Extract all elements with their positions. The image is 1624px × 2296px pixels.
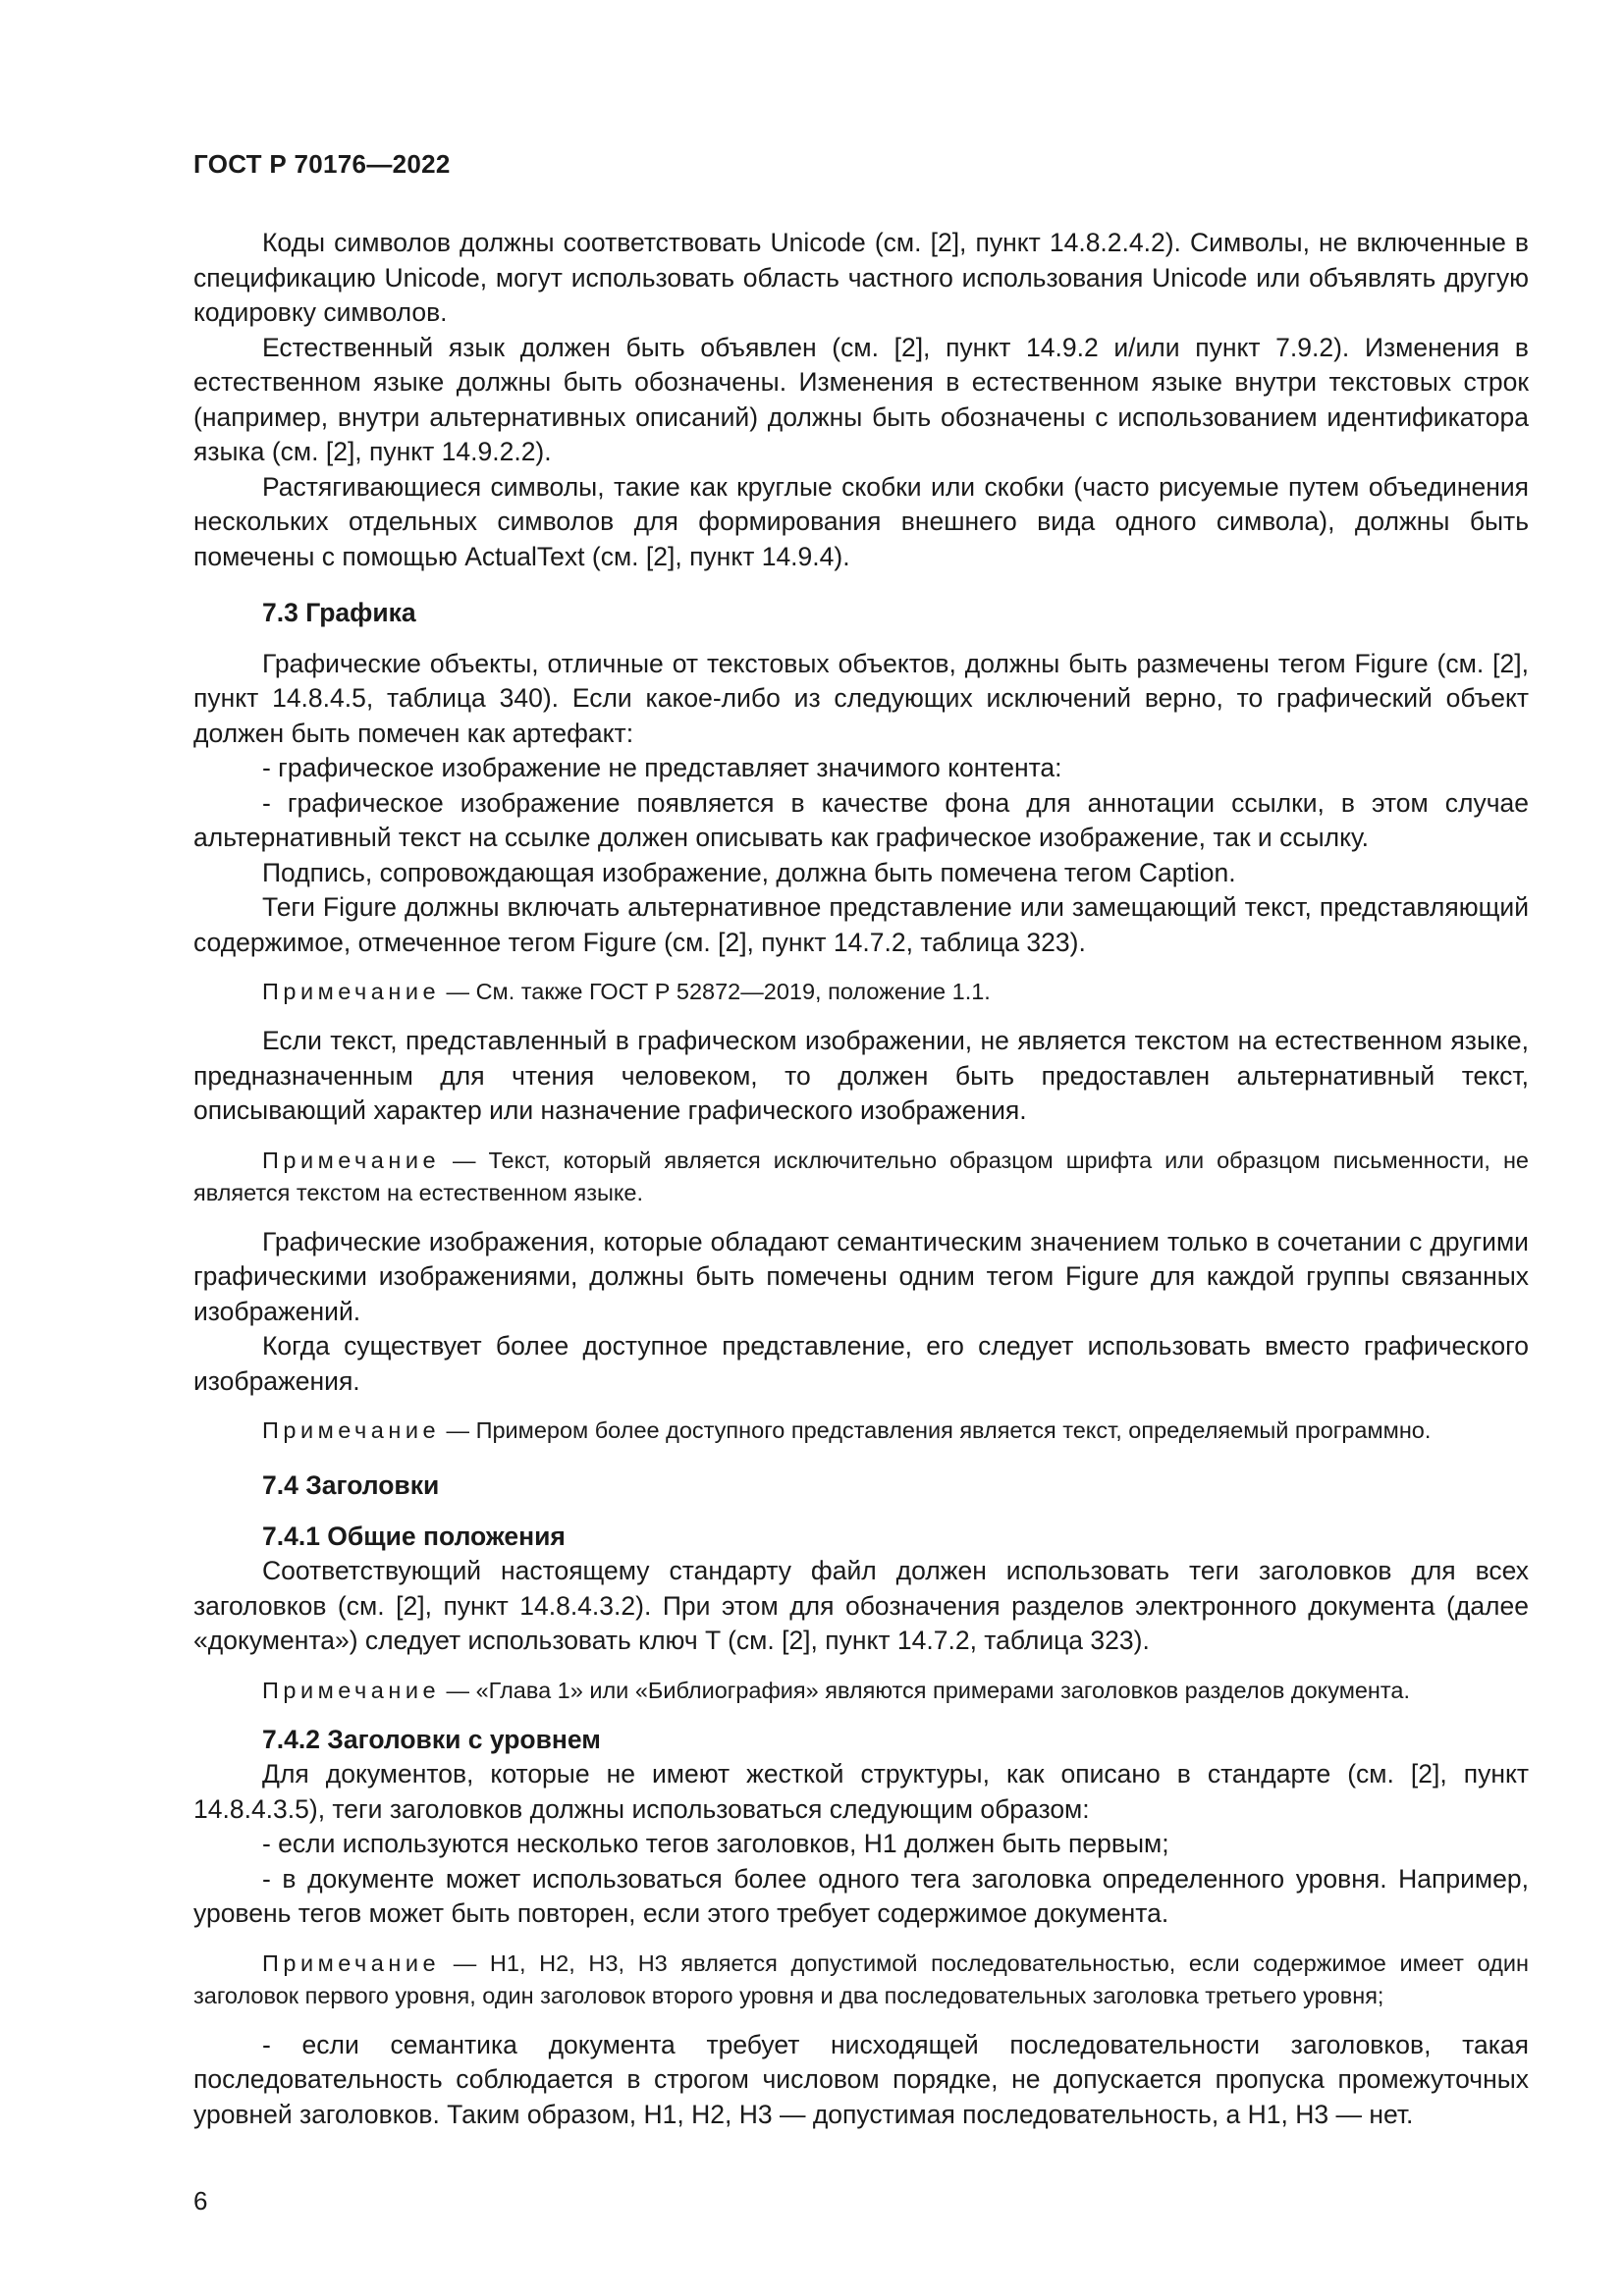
- note-text: — Текст, который является исключительно образцом шрифта или образцом письменности, не является текстом на естественном языке.: [193, 1147, 1529, 1205]
- note-text: — Примером более доступного представления является текст, определяемый программно.: [440, 1417, 1432, 1443]
- paragraph-accessible-alternative: Когда существует более доступное представление, его следует использовать вместо графического изображения.: [193, 1331, 1529, 1396]
- paragraph-heading-tags: Соответствующий настоящему стандарту файл должен использовать теги заголовков для всех заголовков (см. [2], пункт 14.8.4.3.2). При этом для обозначения разделов электронного документа (далее «документа») следует использовать ключ T (см. [2], пункт 14.7.2, таблица 323).: [193, 1556, 1529, 1655]
- note-label: Примечание: [262, 1147, 441, 1173]
- note-label: Примечание: [262, 1949, 441, 1976]
- paragraph-grouped-images: Графические изображения, которые обладают семантическим значением только в сочетании с другими графическими изображениями, должны быть помечены одним тегом Figure для каждой группы связанных изображений.: [193, 1226, 1529, 1326]
- list-item-link-background: - графическое изображение появляется в качестве фона для аннотации ссылки, в этом случае альтернативный текст на ссылке должен описывать как графическое изображение, так и ссылку.: [193, 787, 1529, 852]
- list-item-h1-first: - если используются несколько тегов заголовков, H1 должен быть первым;: [262, 1829, 1169, 1858]
- paragraph-figure-objects: Графические объекты, отличные от текстовых объектов, должны быть размечены тегом Figure (см. [2], пункт 14.8.4.5, таблица 340). Если какое-либо из следующих исключений верно, то графический объект должен быть помечен как артефакт:: [193, 648, 1529, 748]
- list-item-repeat-level: - в документе может использоваться более одного тега заголовка определенного уровня. Например, уровень тегов может быть повторен, если этого требует содержимое документа.: [193, 1863, 1529, 1928]
- note-2: [193, 1145, 1529, 1209]
- paragraph-text-in-image: Если текст, представленный в графическом изображении, не является текстом на естественном языке, предназначенным для чтения человеком, то должен быть предоставлен альтернативный текст, описывающий характер или назначение графического изображения.: [193, 1026, 1529, 1125]
- note-text: — См. также ГОСТ Р 52872—2019, положение 1.1.: [440, 979, 991, 1004]
- section-heading-7-3: 7.3 Графика: [262, 598, 416, 627]
- note-label: Примечание: [262, 1417, 441, 1443]
- page-number: 6: [193, 2186, 208, 2216]
- section-heading-7-4: 7.4 Заголовки: [262, 1470, 440, 1500]
- note-label: Примечание: [262, 1677, 441, 1703]
- paragraph-natural-language: Естественный язык должен быть объявлен (см. [2], пункт 14.9.2 и/или пункт 7.9.2). Изменения в естественном языке должны быть обозначены. Изменения в естественном языке внутри текстовых строк (например, внутри альтернативных описаний) должны быть обозначены с использованием идентификатора языка (см. [2], пункт 14.9.2.2).: [193, 332, 1529, 466]
- note-text: — H1, H2, H3, H3 является допустимой последовательностью, если содержимое имеет один заголовок первого уровня, один заголовок второго уровня и два последовательных заголовка третьего уровня;: [193, 1949, 1529, 2008]
- note-3: [193, 1415, 1529, 1447]
- note-5: [193, 1948, 1529, 2012]
- paragraph-figure-alt: Теги Figure должны включать альтернативное представление или замещающий текст, представляющий содержимое, отмеченное тегом Figure (см. [2], пункт 14.7.2, таблица 323).: [193, 892, 1529, 957]
- section-heading-7-4-1: 7.4.1 Общие положения: [262, 1521, 566, 1551]
- note-4: [193, 1675, 1529, 1707]
- paragraph-unstructured-docs: Для документов, которые не имеют жесткой структуры, как описано в стандарте (см. [2], пункт 14.8.4.3.5), теги заголовков должны использоваться следующим образом:: [193, 1759, 1529, 1824]
- document-body: [193, 226, 1529, 2132]
- list-item-descending-order: - если семантика документа требует нисходящей последовательности заголовков, такая последовательность соблюдается в строгом числовом порядке, не допускается пропуска промежуточных уровней заголовков. Таким образом, H1, H2, H3 — допустимая последовательность, а H1, H3 — нет.: [193, 2029, 1529, 2129]
- document-code-header: ГОСТ Р 70176—2022: [193, 149, 451, 179]
- note-text: — «Глава 1» или «Библиография» являются примерами заголовков разделов документа.: [440, 1677, 1410, 1703]
- note-label: Примечание: [262, 979, 441, 1004]
- list-item-no-content: - графическое изображение не представляет значимого контента:: [262, 753, 1062, 782]
- paragraph-unicode: Коды символов должны соответствовать Unicode (см. [2], пункт 14.8.2.4.2). Символы, не включенные в спецификацию Unicode, могут использовать область частного использования Unicode или объявлять другую кодировку символов.: [193, 228, 1529, 327]
- section-heading-7-4-2: 7.4.2 Заголовки с уровнем: [262, 1724, 601, 1754]
- paragraph-caption: Подпись, сопровождающая изображение, должна быть помечена тегом Caption.: [262, 857, 1236, 887]
- note-1: [193, 976, 1529, 1008]
- paragraph-stretchy-symbols: Растягивающиеся символы, такие как круглые скобки или скобки (часто рисуемые путем объединения нескольких отдельных символов для формирования внешнего вида одного символа), должны быть помечены с помощью ActualText (см. [2], пункт 14.9.4).: [193, 471, 1529, 571]
